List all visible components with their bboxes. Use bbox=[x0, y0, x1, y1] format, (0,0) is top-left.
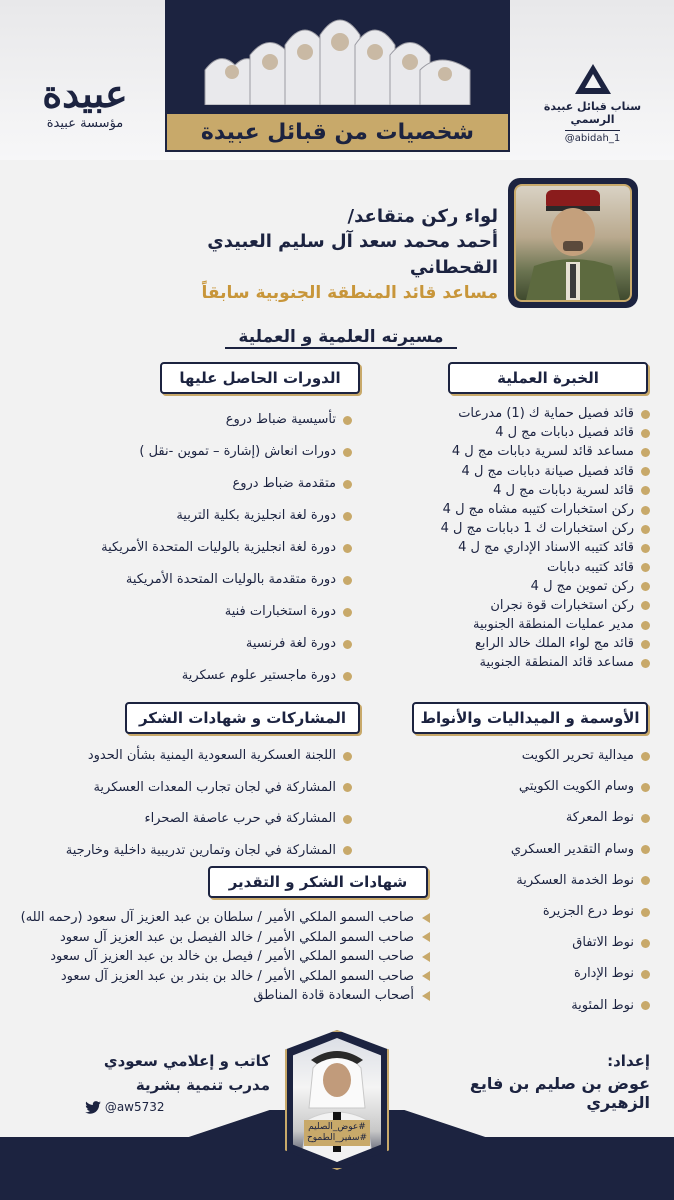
list-item bbox=[10, 928, 430, 948]
bullet-dot-icon bbox=[343, 448, 352, 457]
author-hashtag-1: #عوض_الصليم bbox=[308, 1122, 366, 1132]
obaidah-foundation-logo bbox=[20, 72, 150, 131]
prepared-by-label: إعداد: bbox=[607, 1052, 650, 1070]
list-item bbox=[22, 596, 352, 628]
list-item bbox=[390, 500, 650, 519]
logo-left-caption: مؤسسة عبيدة bbox=[46, 116, 124, 131]
bullet-dot-icon bbox=[343, 608, 352, 617]
bullet-dot-icon bbox=[641, 429, 650, 438]
list-item-text: دورة ماجستير علوم عسكرية bbox=[181, 668, 336, 683]
list-item-text: ركن تموين مج ل 4 bbox=[530, 578, 634, 594]
list-item-text: صاحب السمو الملكي الأمير / خالد الفيصل بن عبد العزيز آل سعود bbox=[59, 929, 414, 945]
bullet-dot-icon bbox=[343, 512, 352, 521]
list-item bbox=[390, 653, 650, 672]
list-item-text: المشاركة في حرب عاصفة الصحراء bbox=[144, 811, 336, 826]
list-item bbox=[390, 404, 650, 423]
page-title: شخصيات من قبائل عبيدة bbox=[165, 112, 510, 152]
bullet-dot-icon bbox=[641, 544, 650, 553]
bullet-dot-icon bbox=[641, 410, 650, 419]
list-item bbox=[390, 634, 650, 653]
bullet-dot-icon bbox=[641, 783, 650, 792]
officer-portrait-icon bbox=[516, 186, 630, 300]
list-item bbox=[10, 908, 430, 928]
list-item-text: قائد لسرية دبابات مج ل 4 bbox=[493, 482, 634, 498]
profile-position: مساعد قائد المنطقة الجنوبية سابقاً bbox=[201, 283, 498, 303]
logo-right-handle[interactable]: @abidah_1 bbox=[565, 130, 620, 144]
list-item-text: مساعد قائد لسرية دبابات مج ل 4 bbox=[451, 444, 634, 460]
bullet-dot-icon bbox=[641, 563, 650, 572]
list-item-text: قائد فصيل صيانة دبابات مج ل 4 bbox=[461, 463, 634, 479]
list-item bbox=[390, 442, 650, 461]
list-item bbox=[450, 958, 650, 989]
bullet-dot-icon bbox=[343, 783, 352, 792]
career-section-heading: مسيرته العلمية و العملية bbox=[225, 327, 457, 349]
bullet-dot-icon bbox=[343, 815, 352, 824]
list-item-text: دورة لغة انجليزية بكلية التربية bbox=[176, 508, 336, 523]
bullet-dot-icon bbox=[343, 480, 352, 489]
logo-right-caption: سناب قبائل عبيدة الرسمي bbox=[543, 100, 642, 126]
list-item bbox=[22, 564, 352, 596]
profile-name: أحمد محمد سعد آل سليم العبيدي القحطاني bbox=[207, 231, 498, 278]
bullet-dot-icon bbox=[641, 908, 650, 917]
bullet-dot-icon bbox=[641, 486, 650, 495]
list-item bbox=[10, 986, 430, 1006]
participations-list bbox=[22, 740, 352, 866]
list-item-text: نوط الإدارة bbox=[573, 966, 634, 982]
twitter-handle-row[interactable] bbox=[85, 1100, 235, 1114]
list-item bbox=[450, 771, 650, 802]
list-item-text: ركن استخبارات ك 1 دبابات مج ل 4 bbox=[440, 521, 634, 537]
bullet-dot-icon bbox=[641, 467, 650, 476]
bullet-dot-icon bbox=[641, 845, 650, 854]
list-item-text: متقدمة ضباط دروع bbox=[232, 476, 336, 491]
bullet-dot-icon bbox=[641, 640, 650, 649]
medals-title: الأوسمة و الميداليات والأنواط bbox=[412, 702, 648, 734]
list-item bbox=[390, 538, 650, 557]
bullet-dot-icon bbox=[343, 846, 352, 855]
bullet-dot-icon bbox=[422, 932, 430, 942]
list-item-text: ميدالية تحرير الكويت bbox=[521, 748, 634, 763]
thanks-list bbox=[10, 908, 430, 1006]
list-item-text: المشاركة في لجان تجارب المعدات العسكرية bbox=[93, 779, 336, 795]
list-item bbox=[450, 802, 650, 833]
list-item bbox=[390, 462, 650, 481]
list-item bbox=[390, 519, 650, 538]
bullet-dot-icon bbox=[343, 544, 352, 553]
list-item-text: دورة استخبارات فنية bbox=[224, 604, 336, 619]
list-item bbox=[450, 834, 650, 865]
list-item-text: نوط الخدمة العسكرية bbox=[516, 872, 634, 888]
list-item bbox=[10, 967, 430, 987]
list-item-text: دورة لغة انجليزية بالوليات المتحدة الأمريكية bbox=[101, 540, 336, 555]
bullet-dot-icon bbox=[641, 506, 650, 515]
list-item bbox=[22, 436, 352, 468]
list-item-text: مدير عمليات المنطقة الجنوبية bbox=[472, 617, 634, 633]
experience-list bbox=[390, 404, 650, 673]
list-item bbox=[22, 532, 352, 564]
bullet-dot-icon bbox=[343, 576, 352, 585]
writer-title: كاتب و إعلامي سعودي bbox=[103, 1052, 270, 1070]
bullet-dot-icon bbox=[641, 601, 650, 610]
bullet-dot-icon bbox=[641, 876, 650, 885]
thanks-title: شهادات الشكر و التقدير bbox=[208, 866, 428, 898]
list-item-text: ركن استخبارات كتيبه مشاه مج ل 4 bbox=[442, 501, 634, 517]
list-item bbox=[390, 423, 650, 442]
prepared-by-name: عوض بن صليم بن فايع الزهيري bbox=[469, 1074, 650, 1112]
list-item-text: قائد كتيبه دبابات bbox=[547, 559, 634, 575]
participations-title: المشاركات و شهادات الشكر bbox=[125, 702, 360, 734]
twitter-icon bbox=[85, 1101, 101, 1114]
bullet-dot-icon bbox=[641, 525, 650, 534]
bullet-dot-icon bbox=[422, 913, 430, 923]
mountain-logo-icon bbox=[573, 62, 613, 96]
list-item bbox=[450, 896, 650, 927]
list-item bbox=[22, 628, 352, 660]
list-item bbox=[450, 740, 650, 771]
writer-subtitle: مدرب تنمية بشرية bbox=[135, 1076, 270, 1094]
snap-account-logo bbox=[520, 62, 665, 145]
list-item bbox=[22, 404, 352, 436]
medals-list bbox=[450, 740, 650, 1021]
experience-title: الخبرة العملية bbox=[448, 362, 648, 394]
list-item bbox=[22, 660, 352, 692]
list-item-text: تأسيسية ضباط دروع bbox=[225, 412, 336, 427]
bullet-dot-icon bbox=[641, 814, 650, 823]
bullet-dot-icon bbox=[343, 640, 352, 649]
list-item bbox=[390, 615, 650, 634]
list-item-text: اللجنة العسكرية السعودية اليمنية بشأن الحدود bbox=[87, 748, 336, 763]
bullet-dot-icon bbox=[422, 991, 430, 1001]
bullet-dot-icon bbox=[343, 752, 352, 761]
list-item-text: وسام الكويت الكويتي bbox=[518, 779, 634, 795]
profile-info bbox=[130, 205, 498, 305]
bullet-dot-icon bbox=[422, 952, 430, 962]
author-hashtags bbox=[304, 1120, 370, 1146]
list-item-text: دورة لغة فرنسية bbox=[245, 636, 336, 651]
list-item-text: قائد مج لواء الملك خالد الرابع bbox=[474, 636, 634, 652]
list-item-text: نوط المئوية bbox=[571, 997, 634, 1013]
list-item-text: نوط الاتفاق bbox=[572, 935, 634, 951]
bullet-dot-icon bbox=[343, 416, 352, 425]
twitter-handle: @aw5732 bbox=[104, 1100, 165, 1114]
list-item-text: المشاركة في لجان وتمارين تدريبية داخلية وخارجية bbox=[65, 842, 336, 858]
list-item-text: نوط درع الجزيرة bbox=[542, 903, 634, 919]
logo-calligraphy: عبيدة bbox=[42, 71, 128, 116]
author-hashtag-2: #سفير_الطموح bbox=[306, 1133, 368, 1143]
list-item bbox=[10, 947, 430, 967]
list-item-text: نوط المعركة bbox=[565, 810, 634, 826]
bullet-dot-icon bbox=[641, 659, 650, 668]
bullet-dot-icon bbox=[641, 970, 650, 979]
list-item bbox=[22, 772, 352, 804]
profile-photo bbox=[514, 184, 632, 302]
list-item-text: صاحب السمو الملكي الأمير / سلطان بن عبد العزيز آل سعود (رحمه الله) bbox=[20, 910, 414, 925]
list-item-text: صاحب السمو الملكي الأمير / خالد بن بندر بن عبد العزيز آل سعود bbox=[60, 968, 414, 984]
list-item-text: دورات انعاش (إشارة – تموين -نقل ) bbox=[139, 444, 336, 459]
list-item-text: قائد فصيل حماية ك (1) مدرعات bbox=[458, 406, 634, 421]
profile-photo-frame bbox=[508, 178, 638, 308]
bullet-dot-icon bbox=[343, 672, 352, 681]
list-item-text: صاحب السمو الملكي الأمير / فيصل بن خالد بن عبد العزيز آل سعود bbox=[50, 949, 414, 964]
list-item bbox=[22, 803, 352, 835]
bullet-dot-icon bbox=[641, 582, 650, 591]
list-item-text: دورة متقدمة بالوليات المتحدة الأمريكية bbox=[125, 572, 336, 587]
bullet-dot-icon bbox=[641, 752, 650, 761]
list-item bbox=[390, 481, 650, 500]
list-item bbox=[22, 835, 352, 867]
list-item-text: ركن استخبارات قوة نجران bbox=[490, 597, 634, 613]
bullet-dot-icon bbox=[641, 621, 650, 630]
group-photo-silhouettes bbox=[200, 10, 475, 105]
courses-title: الدورات الحاصل عليها bbox=[160, 362, 360, 394]
profile-rank: لواء ركن متقاعد/ bbox=[347, 206, 498, 227]
bullet-dot-icon bbox=[422, 971, 430, 981]
bullet-dot-icon bbox=[641, 939, 650, 948]
list-item bbox=[22, 468, 352, 500]
list-item bbox=[390, 596, 650, 615]
list-item bbox=[390, 577, 650, 596]
list-item-text: وسام التقدير العسكري bbox=[510, 841, 634, 857]
bullet-dot-icon bbox=[641, 1001, 650, 1010]
bullet-dot-icon bbox=[641, 448, 650, 457]
list-item-text: قائد فصيل دبابات مج ل 4 bbox=[495, 425, 634, 441]
list-item bbox=[450, 990, 650, 1021]
list-item bbox=[450, 865, 650, 896]
list-item-text: قائد كتيبه الاسناد الإداري مج ل 4 bbox=[458, 540, 634, 556]
list-item-text: أصحاب السعادة قادة المناطق bbox=[253, 988, 414, 1003]
list-item-text: مساعد قائد المنطقة الجنوبية bbox=[479, 655, 634, 671]
list-item bbox=[22, 740, 352, 772]
courses-list bbox=[22, 404, 352, 692]
list-item bbox=[22, 500, 352, 532]
list-item bbox=[390, 558, 650, 577]
list-item bbox=[450, 927, 650, 958]
